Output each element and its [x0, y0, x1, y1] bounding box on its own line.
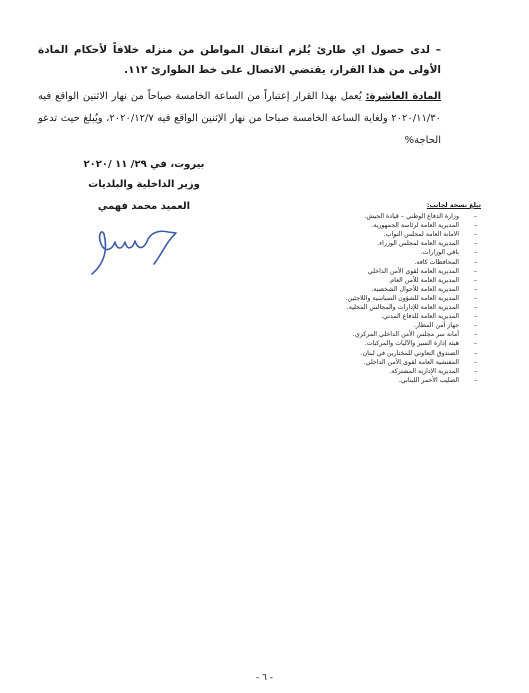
signatory-name: العميد محمد فهمي — [97, 201, 191, 212]
distribution-item: – المديرية الإدارية المشتركة. — [271, 367, 481, 376]
distribution-item: – هيئة إدارة السير والآليات والمركبات. — [271, 339, 481, 348]
article-text: يُعمل بهذا القرار إعتباراً من الساعة الخامسة صباحاً من نهار الاثنين الواقع فيه ٢٠٢٠/١١/٣٠ ولغاية الساعة الخامسة صباحا من نهار الإثنين الواقع فيه ٢٠٢٠/١٢/٧، ويُبلغ حيث تدعو الحاجة% — [38, 91, 442, 146]
distribution-item: – أمانة سر مجلس الأمن الداخلي المركزي. — [271, 330, 481, 339]
distribution-item: – المديرية العامة للأمن العام. — [271, 276, 481, 285]
distribution-item: – باقي الوزارات. — [271, 248, 481, 257]
emergency-paragraph: – لدى حصول اي طارئ يُلزم انتقال المواطن من منزله خلافاً لأحكام المادة الأولى من هذا القرار، يقتضي الاتصال على خط الطوارئ ١١٢. — [38, 44, 441, 76]
distribution-item: – الصندوق التعاوني للمختارين في لبنان. — [271, 349, 481, 358]
distribution-item: – المديرية العامة لقوى الأمن الداخلي — [271, 267, 481, 276]
article-heading: المادة العاشرة: — [365, 91, 441, 102]
distribution-item: – الصليب الأحمر اللبناني. — [271, 376, 481, 385]
distribution-item: – المديرية العامة للشؤون السياسية واللاجئين. — [271, 294, 481, 303]
distribution-item: – المديرية العامة لرئاسة الجمهورية. — [271, 221, 481, 230]
signature-date: بيروت، في ٢٩/ ١١ /٢٠٢٠ — [83, 159, 205, 170]
page-number: - ٦ - — [255, 673, 274, 683]
distribution-item: – المحافظات كافة. — [271, 258, 481, 267]
distribution-list — [271, 201, 481, 385]
signatory-title: وزير الداخلية والبلديات — [88, 179, 200, 190]
distribution-item: – جهاز أمن المطار. — [271, 321, 481, 330]
distribution-item: – المديرية العامة للأحوال الشخصية. — [271, 285, 481, 294]
distribution-items — [271, 212, 481, 385]
distribution-item: – المديرية العامة لمجلس الوزراء. — [271, 239, 481, 248]
distribution-item: – المفتشية العامة لقوى الأمن الداخلي. — [271, 358, 481, 367]
handwritten-signature — [82, 220, 192, 280]
distribution-title: تبلغ نسخة لجانب: — [426, 202, 481, 209]
distribution-item: – المديرية العامة للإدارات والمجالس المحلية. — [271, 303, 481, 312]
distribution-item: – المديرية العامة للدفاع المدني. — [271, 312, 481, 321]
article-ten-paragraph — [38, 86, 441, 152]
distribution-item: – وزارة الدفاع الوطني – قيادة الجيش. — [271, 212, 481, 221]
distribution-item: – الامانة العامة لمجلس النواب. — [271, 230, 481, 239]
